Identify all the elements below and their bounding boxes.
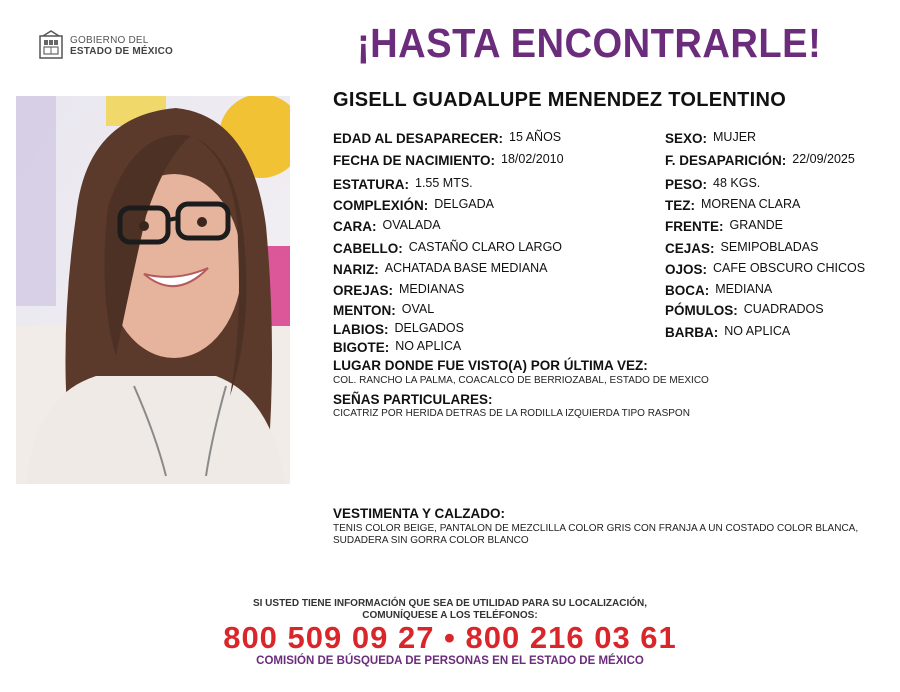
marks-title: SEÑAS PARTICULARES: [333,392,493,407]
field-eyes [665,262,865,278]
field-eyebrows-label: CEJAS: [665,241,715,256]
field-chin-label: MENTON: [333,303,396,318]
field-mustache-label: BIGOTE: [333,340,390,355]
field-mouth [665,283,772,299]
marks-text: CICATRIZ POR HERIDA DETRAS DE LA RODILLA IZQUIERDA TIPO RASPON [333,408,690,419]
field-forehead-value: GRANDE [729,218,783,232]
field-sex [665,131,756,147]
field-complexion-label: TEZ: [665,198,695,213]
footer-info-line-2: COMUNÍQUESE A LOS TELÉFONOS: [362,610,538,621]
field-mouth-label: BOCA: [665,283,710,298]
field-weight-value: 48 KGS. [713,176,761,190]
field-eyes-label: OJOS: [665,262,708,277]
government-logo [38,30,173,62]
field-hair-value: CASTAÑO CLARO LARGO [408,240,563,254]
field-forehead [665,219,783,235]
field-lips [333,322,464,338]
field-age [333,131,561,147]
field-weight [665,177,760,193]
clothing-title: VESTIMENTA Y CALZADO: [333,506,506,521]
last-seen-title: LUGAR DONDE FUE VISTO(A) POR ÚLTIMA VEZ: [333,358,648,373]
field-height-value: 1.55 MTS. [415,176,473,190]
field-disappearance-date [665,153,855,169]
field-beard-value: NO APLICA [724,324,791,338]
commission-name: COMISIÓN DE BÚSQUEDA DE PERSONAS EN EL ESTADO DE MÉXICO [256,655,644,667]
field-sex-value: MUJER [713,130,757,144]
field-ears-label: OREJAS: [333,283,394,298]
field-lips-label: LABIOS: [333,322,389,337]
field-birthdate-value: 18/02/2010 [501,152,564,166]
field-eyebrows-value: SEMIPOBLADAS [720,240,819,254]
field-cheekbones-label: PÓMULOS: [665,303,738,318]
field-height-label: ESTATURA: [333,177,409,192]
field-age-label: EDAD AL DESAPARECER: [333,131,504,146]
field-beard [665,325,790,341]
phone-numbers: 800 509 09 27 • 800 216 03 61 [223,620,677,655]
field-disappearance-date-value: 22/09/2025 [792,152,855,166]
field-complexion [665,198,800,214]
field-build-value: DELGADA [434,197,495,211]
field-height [333,177,473,193]
person-photo [16,96,290,484]
field-lips-value: DELGADOS [394,321,464,335]
field-face-value: OVALADA [382,218,441,232]
field-hair-label: CABELLO: [333,241,403,256]
field-eyes-value: CAFE OBSCURO CHICOS [713,261,866,275]
field-nose-value: ACHATADA BASE MEDIANA [384,261,548,275]
field-nose [333,262,548,278]
clothing-line-1: TENIS COLOR BEIGE, PANTALON DE MEZCLILLA COLOR GRIS CON FRANJA A UN COSTADO COLOR BLANCA, [333,523,859,534]
field-mouth-value: MEDIANA [715,282,773,296]
field-age-value: 15 AÑOS [509,130,562,144]
field-birthdate-label: FECHA DE NACIMIENTO: [333,153,495,168]
field-eyebrows [665,241,818,257]
field-build-label: COMPLEXIÓN: [333,198,429,213]
field-build [333,198,494,214]
field-cheekbones [665,303,824,319]
field-forehead-label: FRENTE: [665,219,724,234]
field-beard-label: BARBA: [665,325,719,340]
clothing-line-2: SUDADERA SIN GORRA COLOR BLANCO [333,535,529,546]
field-face [333,219,441,235]
field-sex-label: SEXO: [665,131,708,146]
field-chin-value: OVAL [401,302,435,316]
logo-line-2: ESTADO DE MÉXICO [70,46,174,57]
headline: ¡HASTA ENCONTRARLE! [357,20,822,66]
field-ears [333,283,464,299]
field-ears-value: MEDIANAS [399,282,465,296]
field-cheekbones-value: CUADRADOS [743,302,824,316]
field-chin [333,303,434,319]
field-birthdate [333,153,564,169]
field-disappearance-date-label: F. DESAPARICIÓN: [665,153,787,168]
field-complexion-value: MORENA CLARA [701,197,801,211]
field-nose-label: NARIZ: [333,262,379,277]
last-seen-text: COL. RANCHO LA PALMA, COACALCO DE BERRIOZABAL, ESTADO DE MEXICO [333,375,709,386]
footer-info-line-1: SI USTED TIENE INFORMACIÓN QUE SEA DE UTILIDAD PARA SU LOCALIZACIÓN, [252,598,648,609]
field-face-label: CARA: [333,219,377,234]
logo-line-1: GOBIERNO DEL [70,35,149,46]
field-hair [333,241,562,257]
person-name: GISELL GUADALUPE MENENDEZ TOLENTINO [333,89,787,111]
field-mustache [333,340,461,356]
field-weight-label: PESO: [665,177,708,192]
field-mustache-value: NO APLICA [395,339,462,353]
state-seal-icon [38,30,64,62]
